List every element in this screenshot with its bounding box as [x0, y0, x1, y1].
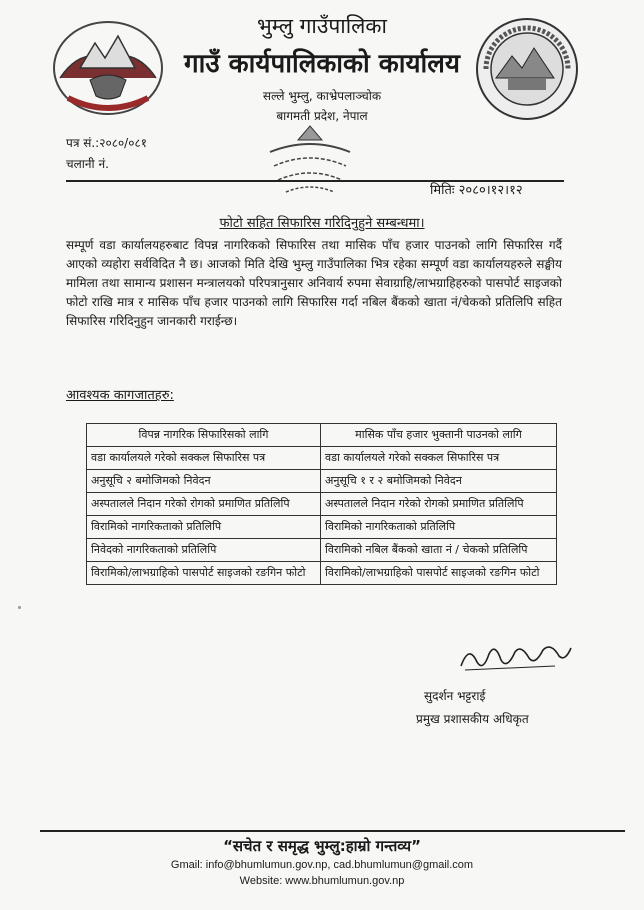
office-stamp — [250, 122, 370, 202]
requirements-table — [86, 423, 557, 585]
table-cell: अस्पतालले निदान गरेको रोगको प्रमाणित प्रतिलिपि — [321, 493, 557, 516]
table-cell: विरामिको नागरिकताको प्रतिलिपि — [87, 516, 321, 539]
table-cell: विरामिको नागरिकताको प्रतिलिपि — [321, 516, 557, 539]
dispatch-number: चलानी नं. — [66, 157, 109, 171]
table-cell: विरामिको/लाभग्राहिको पासपोर्ट साइजको रङगिन फोटो — [321, 562, 557, 585]
office-name: गाउँ कार्यपालिकाको कार्यालय — [184, 49, 460, 79]
footer-website: Website: www.bhumlumun.gov.np — [239, 875, 405, 887]
signatory-name: सुदर्शन भट्टराई — [424, 689, 486, 703]
table-row — [87, 539, 557, 562]
table-cell: वडा कार्यालयले गरेको सक्कल सिफारिस पत्र — [87, 447, 321, 470]
table-header-row — [87, 424, 557, 447]
table-cell: अनुसूचि २ बमोजिमको निवेदन — [87, 470, 321, 493]
table-cell: अनुसूचि १ र २ बमोजिमको निवेदन — [321, 470, 557, 493]
table-cell: निवेदको नागरिकताको प्रतिलिपि — [87, 539, 321, 562]
footer-email: Gmail: info@bhumlumun.gov.np, cad.bhumlumun@gmail.com — [170, 859, 474, 871]
table-cell: विरामिको नबिल बैंकको खाता नं / चेकको प्रतिलिपि — [321, 539, 557, 562]
column-header: मासिक पाँच हजार भुक्तानी पाउनको लागि — [321, 424, 557, 447]
footer-motto: “सचेत र समृद्ध भुम्लु:हाम्रो गन्तव्य” — [223, 837, 421, 855]
requirements-heading: आवश्यक कागजातहरु: — [66, 388, 174, 403]
letter-body: सम्पूर्ण वडा कार्यालयहरुबाट विपन्न नागरिकको सिफारिस तथा मासिक पाँच हजार पाउनको लागि सिफारिस गर्दै आएको व्यहोरा सर्वविदित नै छ। आजको मिति देखि भुम्लु गाउँपालिका भित्र रहेका सम्पूर्ण वडा कार्यालयहरुले सङ्घीय मामिला तथा सामान्य प्रशासन मन्त्रालयको परिपत्रानुसार अनिवार्य रुपमा सेवाग्राहि/लाभग्राहिहरुको पासपोर्ट साइजको फोटो राखि मात्र र मासिक पाँच हजार पाउनको लागि सिफारिस गर्दा नबिल बैंकको खाता नं/चेकको प्रतिलिपि सहित सिफारिस गरिदिनुहुन जानकारी गराईन्छ। — [66, 238, 562, 328]
table-row — [87, 493, 557, 516]
table-row — [87, 562, 557, 585]
municipality-name: भुम्लु गाउँपालिका — [257, 14, 387, 38]
footer-divider — [40, 830, 625, 832]
address-line-1: सल्ले भुम्लु, काभ्रेपलाञ्चोक — [262, 89, 382, 103]
table-row — [87, 447, 557, 470]
scan-speck — [18, 606, 21, 609]
reference-number: पत्र सं.:२०८०/०८१ — [66, 136, 147, 150]
table-cell: अस्पतालले निदान गरेको रोगको प्रमाणित प्रतिलिपि — [87, 493, 321, 516]
address-line-2: बागमती प्रदेश, नेपाल — [276, 109, 368, 123]
column-header: विपन्न नागरिक सिफारिसको लागि — [87, 424, 321, 447]
handwritten-signature — [455, 636, 575, 676]
signatory-title: प्रमुख प्रशासकीय अधिकृत — [416, 712, 529, 726]
table-cell: विरामिको/लाभग्राहिको पासपोर्ट साइजको रङगिन फोटो — [87, 562, 321, 585]
table-cell: वडा कार्यालयले गरेको सक्कल सिफारिस पत्र — [321, 447, 557, 470]
table-row — [87, 516, 557, 539]
letter-subject: फोटो सहित सिफारिस गरिदिनुहुने सम्बन्धमा। — [219, 216, 425, 231]
table-row — [87, 470, 557, 493]
letter-date: मितिः २०८०।१२।१२ — [430, 183, 523, 198]
